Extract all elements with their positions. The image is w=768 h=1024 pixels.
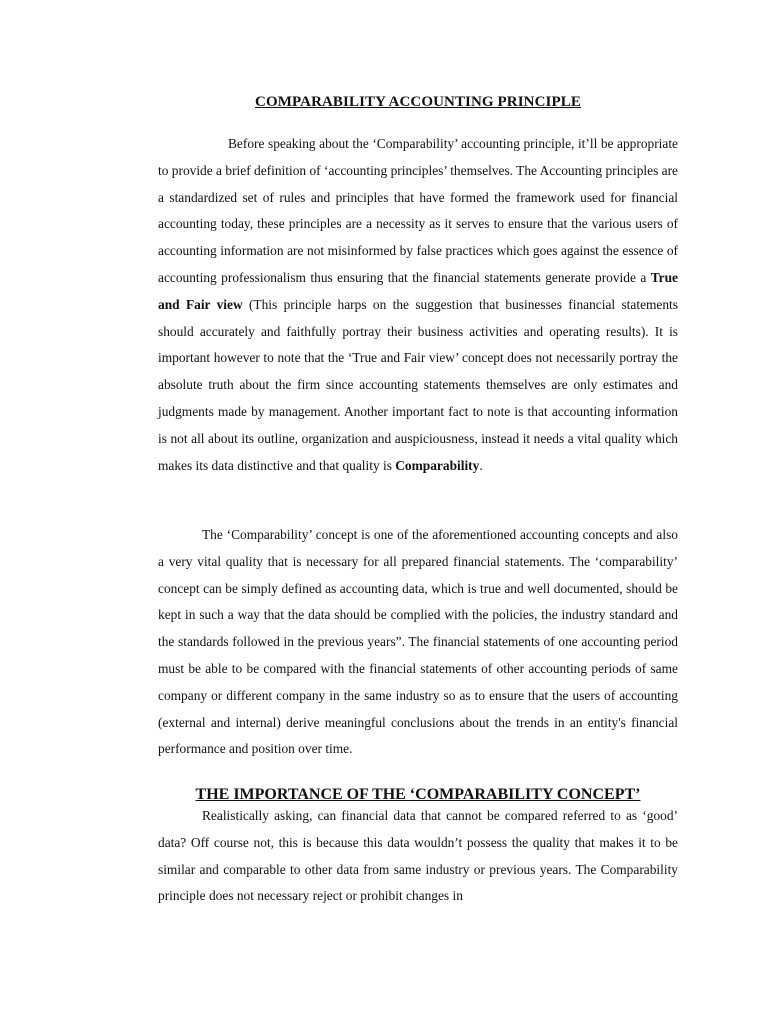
- intro-text-part2: (This principle harps on the suggestion that businesses financial statements should accurately and faithfully portray their business activities and operating results). It is important however to note that the ‘True and Fair view’ concept does not necessarily portray the absolute truth about the firm since accounting statements themselves are only estimates and judgments made by management. Another important fact to note is that accounting information is not all about its outline, organization and auspiciousness, instead it needs a vital quality which makes its data distinctive and that quality is: [158, 296, 678, 473]
- section-heading: THE IMPORTANCE OF THE ‘COMPARABILITY CONCEPT’: [195, 786, 641, 803]
- intro-text-part3: .: [479, 457, 483, 473]
- intro-paragraph: [158, 131, 678, 479]
- true-and-fair-view-bold: True and Fair view: [158, 269, 678, 312]
- document-title: COMPARABILITY ACCOUNTING PRINCIPLE: [255, 94, 581, 110]
- comparability-definition-paragraph: The ‘Comparability’ concept is one of the aforementioned accounting concepts and also a very vital quality that is necessary for all prepared financial statements. The ‘comparability’ concept can be simply defined as accounting data, which is true and well documented, should be kept in such a way that the data should be complied with the policies, the industry standard and the standards followed in the previous years”. The financial statements of one accounting period must be able to be compared with the financial statements of other accounting periods of same company or different company in the same industry so as to ensure that the users of accounting (external and internal) derive meaningful conclusions about the trends in an entity's financial performance and position over time.: [158, 527, 678, 757]
- comparability-bold: Comparability: [395, 457, 480, 473]
- intro-text-part1: Before speaking about the ‘Comparability’ accounting principle, it’ll be appropriate to provide a brief definition of ‘accounting principles’ themselves. The Accounting principles are a standardized set of rules and principles that have formed the framework used for financial accounting today, these principles are a necessity as it serves to ensure that the various users of accounting information are not misinformed by false practices which goes against the essence of accounting professionalism thus ensuring that the financial statements generate provide a: [158, 136, 678, 285]
- importance-paragraph: Realistically asking, can financial data that cannot be compared referred to as ‘good’ data? Off course not, this is because this data wouldn’t possess the quality that makes it to be similar and comparable to other data from same industry or previous years. The Comparability principle does not necessary reject or prohibit changes in: [158, 808, 678, 904]
